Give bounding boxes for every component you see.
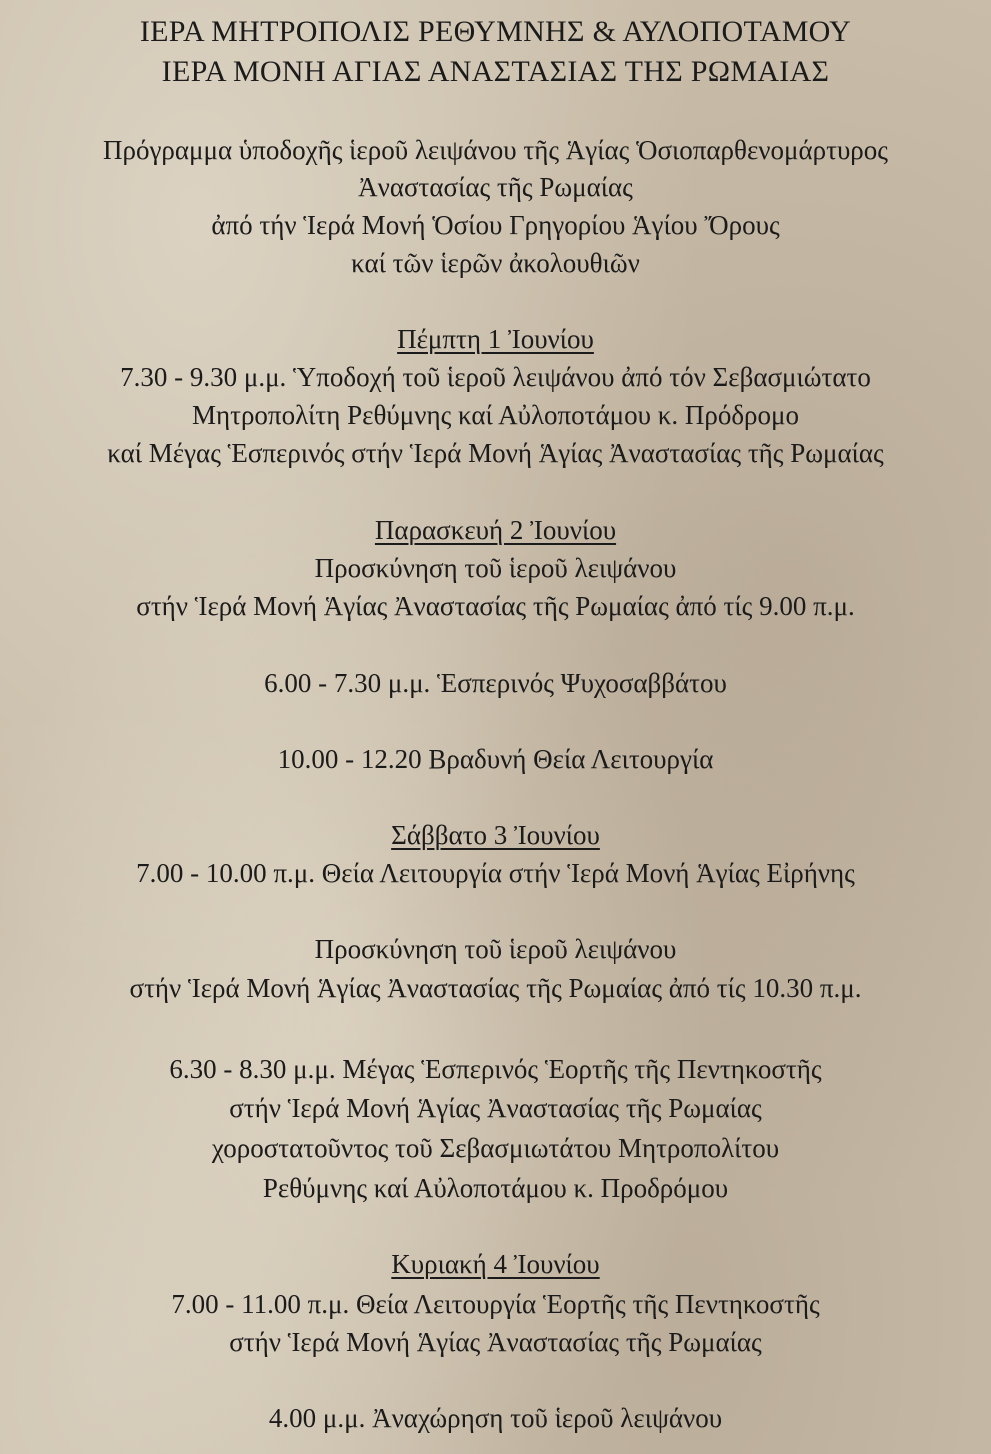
intro-line-2: Ἀναστασίας τῆς Ρωμαίας <box>358 172 633 202</box>
day-heading-sunday: Κυριακή 4 Ἰουνίου <box>391 1249 600 1279</box>
friday-line-2: στήν Ἱερά Μονή Ἁγίας Ἀναστασίας τῆς Ρωμαίας ἀπό τίς 9.00 π.μ. <box>136 591 855 621</box>
sunday-line-2: στήν Ἱερά Μονή Ἁγίας Ἀναστασίας τῆς Ρωμαίας <box>229 1327 762 1357</box>
friday-line-3: 6.00 - 7.30 μ.μ. Ἑσπερινός Ψυχοσαββάτου <box>264 668 727 698</box>
thursday-line-3: καί Μέγας Ἑσπερινός στήν Ἱερά Μονή Ἁγίας Ἀναστασίας τῆς Ρωμαίας <box>107 438 884 468</box>
day-heading-thursday: Πέμπτη 1 Ἰουνίου <box>397 324 594 354</box>
header-metropolis: ΙΕΡΑ ΜΗΤΡΟΠΟΛΙΣ ΡΕΘΥΜΝΗΣ & ΑΥΛΟΠΟΤΑΜΟΥ <box>139 15 852 48</box>
intro-line-1: Πρόγραμμα ὑποδοχῆς ἱεροῦ λειψάνου τῆς Ἁγίας Ὁσιοπαρθενομάρτυρος <box>103 135 888 165</box>
header-monastery: ΙΕΡΑ ΜΟΝΗ ΑΓΙΑΣ ΑΝΑΣΤΑΣΙΑΣ ΤΗΣ ΡΩΜΑΙΑΣ <box>161 55 830 88</box>
saturday-line-5: στήν Ἱερά Μονή Ἁγίας Ἀναστασίας τῆς Ρωμαίας <box>229 1093 762 1123</box>
friday-line-1: Προσκύνηση τοῦ ἱεροῦ λειψάνου <box>314 553 677 583</box>
saturday-line-2: Προσκύνηση τοῦ ἱεροῦ λειψάνου <box>314 934 677 964</box>
thursday-line-2: Μητροπολίτη Ρεθύμνης καί Αὐλοποτάμου κ. Πρόδρομο <box>191 400 800 430</box>
intro-line-3: ἀπό τήν Ἱερά Μονή Ὁσίου Γρηγορίου Ἁγίου Ὄρους <box>211 210 780 240</box>
saturday-line-7: Ρεθύμνης καί Αὐλοποτάμου κ. Προδρόμου <box>262 1173 729 1203</box>
saturday-line-3: στήν Ἱερά Μονή Ἁγίας Ἀναστασίας τῆς Ρωμαίας ἀπό τίς 10.30 π.μ. <box>129 973 862 1003</box>
saturday-line-4: 6.30 - 8.30 μ.μ. Μέγας Ἑσπερινός Ἑορτῆς τῆς Πεντηκοστῆς <box>169 1054 822 1084</box>
intro-line-4: καί τῶν ἱερῶν ἀκολουθιῶν <box>351 248 640 278</box>
thursday-line-1: 7.30 - 9.30 μ.μ. Ὑποδοχή τοῦ ἱεροῦ λειψάνου ἀπό τόν Σεβασμιώτατο <box>120 362 871 392</box>
sunday-line-3: 4.00 μ.μ. Ἀναχώρηση τοῦ ἱεροῦ λειψάνου <box>268 1403 723 1433</box>
day-heading-saturday: Σάββατο 3 Ἰουνίου <box>391 820 600 850</box>
saturday-line-6: χοροστατοῦντος τοῦ Σεβασμιωτάτου Μητροπολίτου <box>211 1133 780 1163</box>
saturday-line-1: 7.00 - 10.00 π.μ. Θεία Λειτουργία στήν Ἱερά Μονή Ἁγίας Εἰρήνης <box>136 858 855 888</box>
day-heading-friday: Παρασκευή 2 Ἰουνίου <box>374 515 617 545</box>
sunday-line-1: 7.00 - 11.00 π.μ. Θεία Λειτουργία Ἑορτῆς τῆς Πεντηκοστῆς <box>171 1289 820 1319</box>
friday-line-4: 10.00 - 12.20 Βραδυνή Θεία Λειτουργία <box>277 744 714 774</box>
